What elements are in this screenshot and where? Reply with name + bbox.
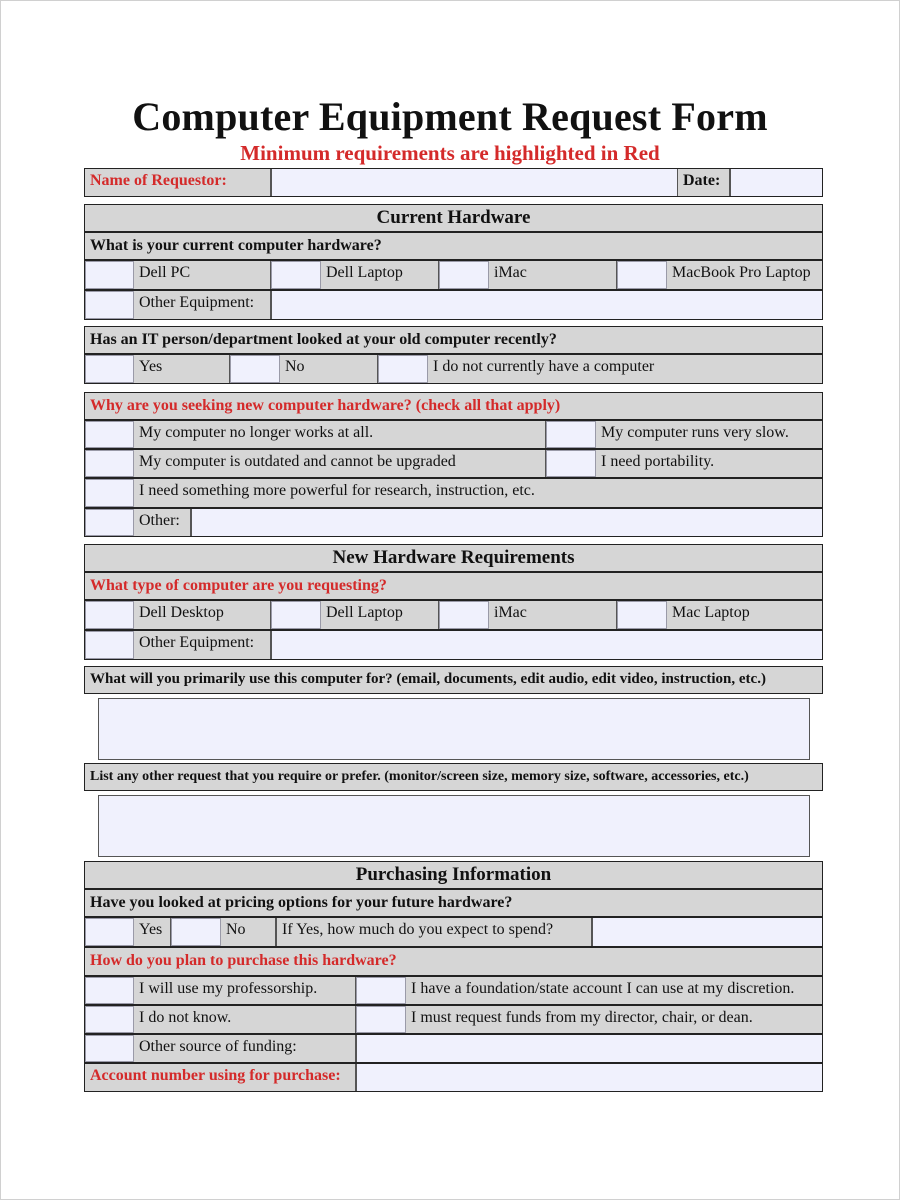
purchase-row-2	[84, 1005, 823, 1034]
foundation-label: I have a foundation/state account I can use at my discretion.	[406, 977, 822, 1004]
current-other-row	[84, 290, 823, 320]
portability-label: I need portability.	[596, 450, 822, 477]
pricing-question-row	[84, 889, 823, 917]
reasons-other-checkbox[interactable]	[85, 509, 134, 536]
no-computer-checkbox[interactable]	[378, 355, 428, 383]
more-powerful-checkbox[interactable]	[85, 479, 134, 507]
current-hardware-question: What is your current computer hardware?	[90, 237, 382, 254]
macbook-pro-label: MacBook Pro Laptop	[667, 261, 822, 289]
current-hardware-question-row	[84, 232, 823, 260]
primary-use-row	[84, 666, 823, 694]
new-hardware-options-row	[84, 600, 823, 630]
portability-checkbox[interactable]	[546, 450, 596, 477]
new-imac-checkbox[interactable]	[439, 601, 489, 629]
imac-label: iMac	[489, 261, 617, 289]
pricing-question: Have you looked at pricing options for your future hardware?	[90, 894, 513, 911]
new-other-row	[84, 630, 823, 660]
new-hardware-question: What type of computer are you requesting?	[90, 577, 387, 594]
account-input[interactable]	[356, 1064, 822, 1091]
dell-laptop-label: Dell Laptop	[321, 261, 439, 289]
it-no-label: No	[280, 355, 378, 383]
other-requests-question: List any other request that you require or prefer. (monitor/screen size, memory size, software, accessories, etc.)	[90, 769, 749, 784]
requestor-name-input[interactable]	[271, 169, 677, 196]
professorship-label: I will use my professorship.	[134, 977, 356, 1004]
current-other-input[interactable]	[271, 291, 822, 319]
outdated-checkbox[interactable]	[85, 450, 134, 477]
pricing-yes-checkbox[interactable]	[85, 918, 134, 946]
mac-laptop-label: Mac Laptop	[667, 601, 822, 629]
it-question: Has an IT person/department looked at your old computer recently?	[90, 331, 557, 348]
new-other-input[interactable]	[271, 631, 822, 659]
it-options-row	[84, 354, 823, 384]
pricing-options-row	[84, 917, 823, 947]
funding-other-checkbox[interactable]	[85, 1035, 134, 1062]
new-other-label: Other Equipment:	[134, 631, 271, 659]
pricing-no-checkbox[interactable]	[171, 918, 221, 946]
runs-slow-checkbox[interactable]	[546, 421, 596, 448]
primary-use-question: What will you primarily use this computer for? (email, documents, edit audio, edit video, instruction, etc.)	[90, 671, 766, 687]
account-row	[84, 1063, 823, 1092]
purchase-question-row	[84, 947, 823, 976]
spend-label: If Yes, how much do you expect to spend?	[276, 918, 592, 946]
reasons-other-label: Other:	[134, 509, 191, 536]
form-title: Computer Equipment Request Form	[132, 94, 768, 139]
pricing-no-label: No	[221, 918, 276, 946]
outdated-label: My computer is outdated and cannot be upgraded	[134, 450, 546, 477]
spend-input[interactable]	[592, 918, 822, 946]
new-hardware-question-row	[84, 572, 823, 600]
it-yes-checkbox[interactable]	[85, 355, 134, 383]
account-label: Account number using for purchase:	[85, 1064, 356, 1091]
reasons-question-row	[84, 392, 823, 420]
pricing-yes-label: Yes	[134, 918, 171, 946]
more-powerful-label: I need something more powerful for research, instruction, etc.	[134, 479, 822, 507]
no-computer-label: I do not currently have a computer	[428, 355, 822, 383]
funding-other-label: Other source of funding:	[134, 1035, 356, 1062]
requestor-row	[84, 168, 823, 197]
dell-pc-label: Dell PC	[134, 261, 271, 289]
current-hardware-header	[84, 204, 823, 232]
dont-know-checkbox[interactable]	[85, 1006, 134, 1033]
new-other-checkbox[interactable]	[85, 631, 134, 659]
date-label: Date:	[677, 169, 730, 196]
new-hardware-title: New Hardware Requirements	[332, 547, 575, 568]
purchase-other-row	[84, 1034, 823, 1063]
it-question-row	[84, 326, 823, 354]
requestor-name-label: Name of Requestor:	[85, 169, 271, 196]
other-requests-textarea[interactable]	[98, 795, 810, 857]
professorship-checkbox[interactable]	[85, 977, 134, 1004]
macbook-pro-checkbox[interactable]	[617, 261, 667, 289]
new-imac-label: iMac	[489, 601, 617, 629]
primary-use-textarea[interactable]	[98, 698, 810, 760]
reasons-row-3	[84, 478, 823, 508]
mac-laptop-checkbox[interactable]	[617, 601, 667, 629]
new-hardware-header	[84, 544, 823, 572]
dell-desktop-checkbox[interactable]	[85, 601, 134, 629]
reasons-other-row	[84, 508, 823, 537]
no-longer-works-label: My computer no longer works at all.	[134, 421, 546, 448]
purchasing-header	[84, 861, 823, 889]
purchase-row-1	[84, 976, 823, 1005]
reasons-row-1	[84, 420, 823, 449]
funding-other-input[interactable]	[356, 1035, 822, 1062]
request-funds-label: I must request funds from my director, chair, or dean.	[406, 1006, 822, 1033]
other-requests-row	[84, 763, 823, 791]
current-hardware-options-row	[84, 260, 823, 290]
imac-checkbox[interactable]	[439, 261, 489, 289]
no-longer-works-checkbox[interactable]	[85, 421, 134, 448]
dell-laptop-checkbox[interactable]	[271, 261, 321, 289]
reasons-question: Why are you seeking new computer hardware? (check all that apply)	[90, 397, 561, 414]
dell-pc-checkbox[interactable]	[85, 261, 134, 289]
purchasing-title: Purchasing Information	[355, 864, 552, 885]
form-subtitle: Minimum requirements are highlighted in Red	[240, 141, 660, 165]
new-dell-laptop-checkbox[interactable]	[271, 601, 321, 629]
current-other-checkbox[interactable]	[85, 291, 134, 319]
dont-know-label: I do not know.	[134, 1006, 356, 1033]
runs-slow-label: My computer runs very slow.	[596, 421, 822, 448]
purchase-question: How do you plan to purchase this hardware?	[90, 952, 397, 969]
current-other-label: Other Equipment:	[134, 291, 271, 319]
reasons-other-input[interactable]	[191, 509, 822, 536]
current-hardware-title: Current Hardware	[376, 207, 531, 228]
reasons-row-2	[84, 449, 823, 478]
foundation-checkbox[interactable]	[356, 977, 406, 1004]
new-dell-laptop-label: Dell Laptop	[321, 601, 439, 629]
it-no-checkbox[interactable]	[230, 355, 280, 383]
date-input[interactable]	[730, 169, 822, 196]
it-yes-label: Yes	[134, 355, 230, 383]
dell-desktop-label: Dell Desktop	[134, 601, 271, 629]
request-funds-checkbox[interactable]	[356, 1006, 406, 1033]
